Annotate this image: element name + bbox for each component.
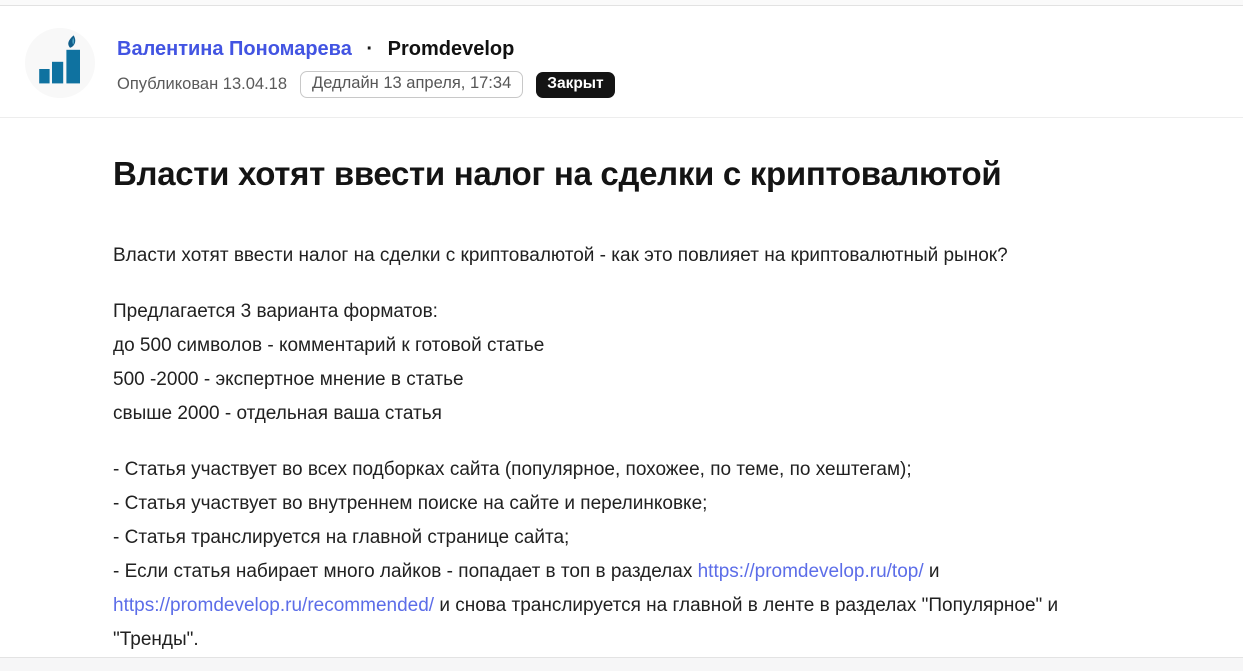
article-text: Власти хотят ввести налог на сделки с криптовалютой - как это повлияет на криптовалютный рынок?	[113, 245, 1008, 266]
article-link[interactable]: https://promdevelop.ru/recommended/	[113, 595, 435, 616]
paragraph-gap	[113, 431, 1183, 453]
article-text: 500 -2000 - экспертное мнение в статье	[113, 369, 464, 390]
article-text: до 500 символов - комментарий к готовой статье	[113, 335, 545, 356]
article-text-line	[113, 487, 1183, 521]
article-text: и снова транслируется на главной в ленте в разделах "Популярное" и	[434, 595, 1059, 616]
author-company-separator: ·	[366, 38, 374, 60]
article-text-line	[113, 453, 1183, 487]
article-text-line	[113, 623, 1183, 657]
bar-chart-flame-logo-icon	[32, 33, 88, 94]
article-text: и	[923, 561, 940, 582]
article-text-line	[113, 555, 1183, 589]
meta-line	[117, 71, 615, 98]
article-text-line	[113, 239, 1183, 273]
article-text-line	[113, 589, 1183, 623]
article-text-line	[113, 397, 1183, 431]
deadline-badge: Дедлайн 13 апреля, 17:34	[300, 71, 523, 98]
company-name: Promdevelop	[387, 38, 515, 60]
page-title: Власти хотят ввести налог на сделки с криптовалютой	[113, 155, 1002, 192]
article-text-line	[113, 295, 1183, 329]
author-link[interactable]: Валентина Пономарева	[117, 38, 352, 60]
article-text: свыше 2000 - отдельная ваша статья	[113, 403, 442, 424]
page-footer-strip	[0, 657, 1243, 671]
article-text: "Тренды".	[113, 629, 199, 650]
article-body	[113, 239, 1183, 657]
article-text: - Статья транслируется на главной странице сайта;	[113, 527, 570, 548]
task-content	[0, 118, 1243, 657]
article-text: - Статья участвует во всех подборках сайта (популярное, похожее, по теме, по хештегам);	[113, 459, 912, 480]
avatar[interactable]	[25, 28, 95, 98]
article-text: - Если статья набирает много лайков - попадает в топ в разделах	[113, 561, 698, 582]
task-header	[0, 6, 1243, 118]
article-text-line	[113, 329, 1183, 363]
article-link[interactable]: https://promdevelop.ru/top/	[697, 561, 924, 582]
status-badge: Закрыт	[536, 72, 614, 98]
published-date: Опубликован 13.04.18	[117, 75, 288, 93]
paragraph-gap	[113, 273, 1183, 295]
article-text: Предлагается 3 варианта форматов:	[113, 301, 438, 322]
article-text-line	[113, 521, 1183, 555]
author-line	[117, 38, 514, 61]
article-text-line	[113, 363, 1183, 397]
article-text: - Статья участвует во внутреннем поиске на сайте и перелинковке;	[113, 493, 708, 514]
